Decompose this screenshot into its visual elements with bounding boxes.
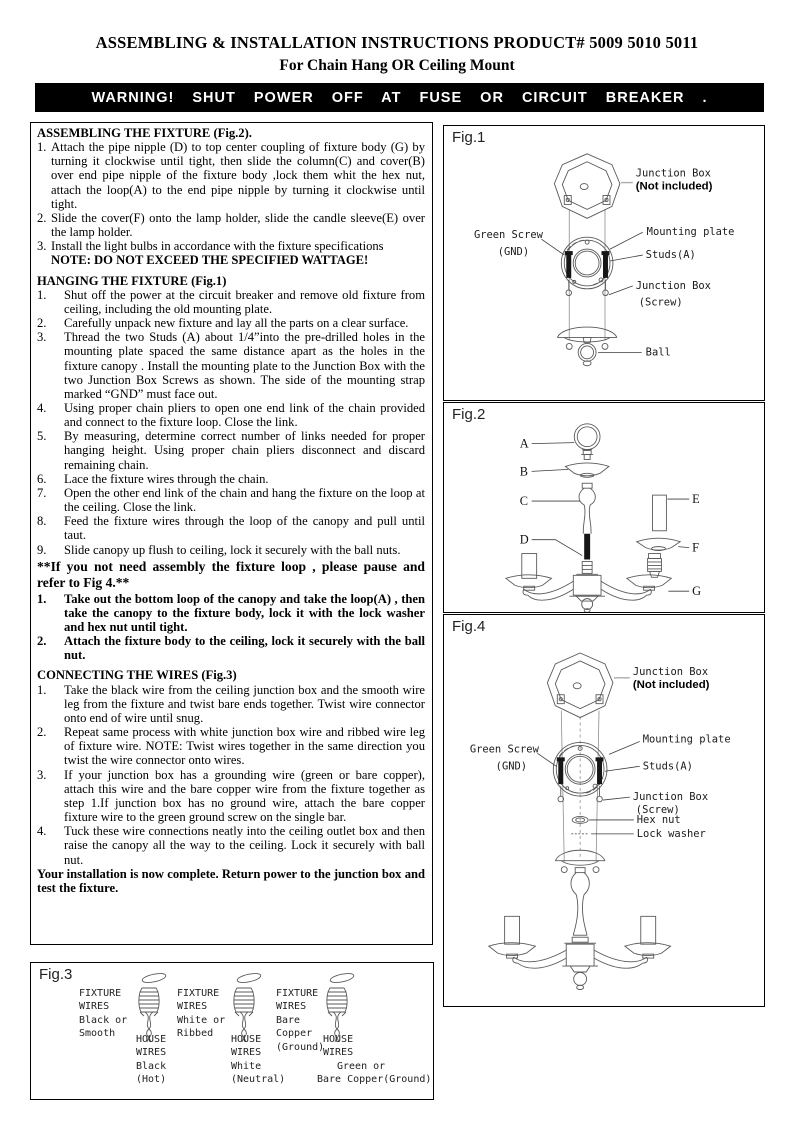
list-item: 2. Repeat same process with white junction box wire and ribbed wire leg of fixture wire. NOTE: Twist wires together in the same direction you twist the wire connector onto wires. xyxy=(37,725,425,768)
closing-statement: Your installation is now complete. Return power to the junction box and test the fixture. xyxy=(37,866,425,895)
fixture-body-drawing xyxy=(506,554,671,612)
figure-1-label: Fig.1 xyxy=(452,129,486,146)
figure-4 xyxy=(443,614,765,1007)
svg-text:Studs(A): Studs(A) xyxy=(645,249,696,262)
part-label-f: F xyxy=(692,540,700,555)
house-wires-label: HOUSE WIRES Black (Hot) xyxy=(136,1034,167,1086)
section-heading-assembling: ASSEMBLING THE FIXTURE (Fig.2). xyxy=(37,126,252,140)
list-item: 3. Install the light bulbs in accordance with the fixture specifications NOTE: DO NOT EXCEED THE SPECIFIED WATTAGE! xyxy=(37,239,425,267)
svg-text:(Screw): (Screw) xyxy=(635,803,680,816)
svg-text:Lock washer: Lock washer xyxy=(636,827,706,840)
list-item: 7. Open the other end link of the chain and hang the fixture on the loop at the ceiling. Close the link. xyxy=(37,485,425,515)
list-item: 4. Tuck these wire connections neatly into the ceiling outlet box and then raise the canopy all the way to the ceiling. Lock it securely with ball nut. xyxy=(37,824,425,867)
list-item: 3. If your junction box has a grounding wire (green or bare copper), attach this wire and the bare copper wire from the fixture together as step 1.If junction box has no ground wire, attach the bare copper fixture wire to the green ground screw on the single bar. xyxy=(37,767,425,825)
figure-2 xyxy=(443,402,765,613)
instructions-panel xyxy=(30,122,433,945)
fixture-wires-label: FIXTURE WIRES Black or Smooth xyxy=(79,988,128,1040)
cover-f-drawing xyxy=(637,538,681,550)
canopy-ball-drawing xyxy=(557,327,617,366)
wattage-note: NOTE: DO NOT EXCEED THE SPECIFIED WATTAGE! xyxy=(51,253,369,268)
list-item: 9. Slide canopy up flush to ceiling, lock it securely with the ball nuts. xyxy=(37,542,401,557)
svg-text:(GND): (GND) xyxy=(497,246,530,259)
pipe-nipple-drawing xyxy=(584,534,590,560)
house-wires-label: HOUSE WIRES Green or Bare Copper(Ground) xyxy=(317,1034,432,1086)
svg-text:Junction Box: Junction Box xyxy=(635,167,711,180)
svg-text:Green Screw: Green Screw xyxy=(469,743,539,756)
svg-text:Green Screw: Green Screw xyxy=(473,229,543,242)
candle-sleeve-drawing xyxy=(653,495,667,531)
svg-text:Hex nut: Hex nut xyxy=(636,813,681,826)
loop-drawing xyxy=(574,424,600,460)
part-label-g: G xyxy=(692,584,702,599)
svg-text:Ball: Ball xyxy=(645,346,671,359)
svg-text:(Not included): (Not included) xyxy=(635,180,713,193)
page-subtitle: For Chain Hang OR Ceiling Mount xyxy=(279,57,515,74)
svg-text:(Screw): (Screw) xyxy=(638,296,683,309)
part-label-b: B xyxy=(519,464,529,479)
list-item: 2. Attach the fixture body to the ceiling, lock it securely with the ball nut. xyxy=(37,634,425,663)
part-label-c: C xyxy=(519,494,529,509)
list-item: 5. By measuring, determine correct number of links needed for proper hanging height. Using proper chain pliers disconnect and discard remaining chain. xyxy=(37,429,425,472)
column-drawing xyxy=(571,868,589,943)
svg-text:(Not included): (Not included) xyxy=(632,678,710,691)
list-item: 1. Shut off the power at the circuit breaker and remove old fixture from ceiling, including the old mounting plate. xyxy=(37,287,425,316)
lamp-holder-drawing xyxy=(648,554,662,578)
figure-3 xyxy=(30,962,434,1100)
list-item: 1. Take the black wire from the ceiling junction box and the smooth wire leg from the fixture and twist bare ends together. Twist wire connector onto end of wire until snug. xyxy=(37,682,425,725)
column-drawing xyxy=(579,483,595,534)
figure-1-drawing xyxy=(444,126,764,400)
figure-4-drawing xyxy=(444,615,764,1006)
svg-text:Junction Box: Junction Box xyxy=(635,279,711,292)
list-item: 1. Attach the pipe nipple (D) to top center coupling of fixture body (G) by turning it clockwise until tight, then slide the column(C) and cover(B) over end pipe nipple of the fixture body ,lock them whit the hex nut, attach the loop(A) to the end pipe nipple by turning it clockwise until tight. xyxy=(37,140,425,211)
junction-box-drawing xyxy=(547,653,613,718)
part-label-a: A xyxy=(519,436,529,451)
list-item: 1. Take out the bottom loop of the canopy and take the loop(A) , then take the canopy to the fixture body, lock it with the lock washer and hex nut until tight. xyxy=(37,591,425,634)
list-item: 3. Thread the two Studs (A) about 1/4”into the pre-drilled holes in the mounting plate spaced the same distance apart as the holes in the fixture canopy . Install the mounting plate to the Junction Box with the two Junction Box Screws as shown. The side of the mounting strap marked “GND” must face out. xyxy=(37,330,425,401)
figure-1 xyxy=(443,125,765,401)
svg-text:Junction Box: Junction Box xyxy=(632,665,709,678)
svg-text:(GND): (GND) xyxy=(495,760,528,773)
list-item: 4. Using proper chain pliers to open one end link of the chain provided and connect to the fixture loop. Close the link. xyxy=(37,400,425,430)
svg-text:Studs(A): Studs(A) xyxy=(642,760,693,773)
studs-drawing xyxy=(565,251,610,278)
page-title: ASSEMBLING & INSTALLATION INSTRUCTIONS PRODUCT# 5009 5010 5011 xyxy=(95,33,699,52)
figure-3-label: Fig.3 xyxy=(39,966,73,983)
section-heading-connecting: CONNECTING THE WIRES (Fig.3) xyxy=(37,668,237,683)
figure-2-label: Fig.2 xyxy=(452,406,486,423)
figure-2-drawing xyxy=(444,403,764,612)
fixture-wires-label: FIXTURE WIRES Bare Copper (Ground) xyxy=(276,988,325,1053)
canopy-drawing xyxy=(555,850,605,872)
list-item: 2. Slide the cover(F) onto the lamp holder, slide the candle sleeve(E) over the lamp holder. xyxy=(37,210,425,240)
house-wires-label: HOUSE WIRES White (Neutral) xyxy=(231,1034,286,1086)
figure-4-label: Fig.4 xyxy=(452,618,486,635)
cover-b-drawing xyxy=(565,463,609,477)
fixture-body-drawing xyxy=(489,916,671,989)
svg-text:Mounting plate: Mounting plate xyxy=(646,226,735,239)
part-label-d: D xyxy=(519,532,529,547)
loop-note-heading: **If you not need assembly the fixture loop , please pause and refer to Fig 4.** xyxy=(37,558,425,590)
svg-text:Junction Box: Junction Box xyxy=(632,791,709,804)
svg-text:Mounting plate: Mounting plate xyxy=(642,733,731,746)
part-label-e: E xyxy=(692,492,700,507)
junction-box-drawing xyxy=(554,154,620,219)
fixture-wires-label: FIXTURE WIRES White or Ribbed xyxy=(177,988,226,1040)
list-item: 6. Lace the fixture wires through the chain. xyxy=(37,471,269,486)
list-item: 8. Feed the fixture wires through the loop of the canopy and pull until taut. xyxy=(37,514,425,543)
list-item: 2. Carefully unpack new fixture and lay all the parts on a clear surface. xyxy=(37,316,409,331)
section-heading-hanging: HANGING THE FIXTURE (Fig.1) xyxy=(37,273,227,288)
warning-banner: WARNING! SHUT POWER OFF AT FUSE OR CIRCUIT BREAKER . xyxy=(35,83,764,112)
